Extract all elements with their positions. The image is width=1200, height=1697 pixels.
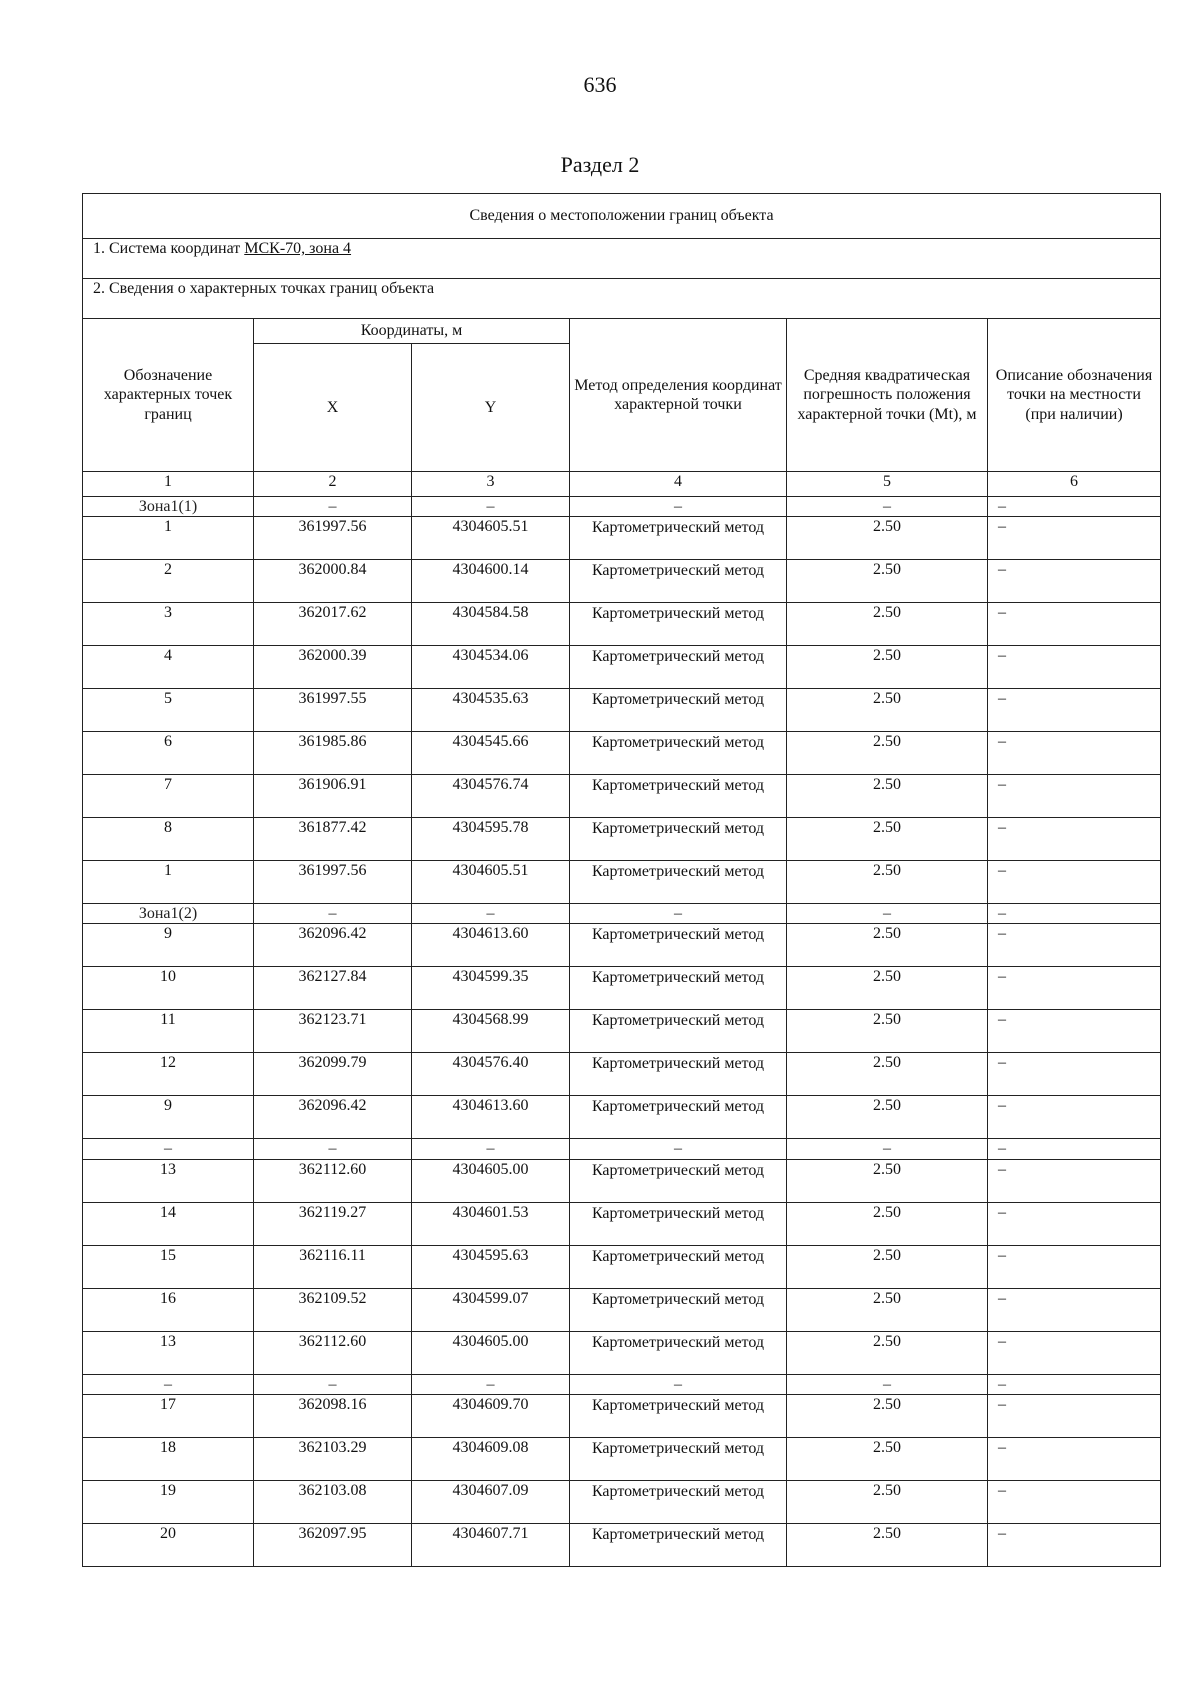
point-x: 361906.91 [254,775,412,818]
point-id: 4 [83,646,254,689]
point-id: 10 [83,967,254,1010]
point-description: – [988,1096,1161,1139]
zone-dash: – [787,497,988,517]
point-y: 4304600.14 [412,560,570,603]
point-x: 361997.56 [254,861,412,904]
table-row [83,1437,1161,1480]
point-method: Картометрический метод [570,1331,787,1374]
point-id: 12 [83,1053,254,1096]
point-description: – [988,1010,1161,1053]
point-x: 362112.60 [254,1159,412,1202]
point-id: 6 [83,732,254,775]
point-description: – [988,1331,1161,1374]
zone-dash: – [254,1139,412,1159]
point-id: 9 [83,924,254,967]
point-id: 3 [83,603,254,646]
point-description: – [988,1245,1161,1288]
point-description: – [988,732,1161,775]
point-x: 362123.71 [254,1010,412,1053]
point-error: 2.50 [787,732,988,775]
column-number: 5 [787,472,988,497]
zone-dash: – [570,1374,787,1394]
point-id: 14 [83,1202,254,1245]
point-x: 361877.42 [254,818,412,861]
zone-dash: – [412,1139,570,1159]
zone-dash: – [412,1374,570,1394]
point-description: – [988,818,1161,861]
point-y: 4304607.09 [412,1480,570,1523]
point-error: 2.50 [787,1096,988,1139]
point-x: 361997.56 [254,517,412,560]
point-error: 2.50 [787,1202,988,1245]
zone-row [83,497,1161,517]
point-error: 2.50 [787,1523,988,1566]
point-id: 17 [83,1394,254,1437]
point-y: 4304609.08 [412,1437,570,1480]
zone-dash: – [570,497,787,517]
point-y: 4304584.58 [412,603,570,646]
point-method: Картометрический метод [570,1437,787,1480]
point-method: Картометрический метод [570,1096,787,1139]
point-method: Картометрический метод [570,1288,787,1331]
point-y: 4304535.63 [412,689,570,732]
point-method: Картометрический метод [570,967,787,1010]
point-x: 361997.55 [254,689,412,732]
point-description: – [988,1437,1161,1480]
table-row [83,775,1161,818]
point-x: 362096.42 [254,1096,412,1139]
zone-dash: – [988,497,1161,517]
point-method: Картометрический метод [570,924,787,967]
point-method: Картометрический метод [570,1523,787,1566]
point-description: – [988,1159,1161,1202]
point-method: Картометрический метод [570,517,787,560]
point-x: 362119.27 [254,1202,412,1245]
point-y: 4304605.00 [412,1331,570,1374]
col-x-header: X [254,344,412,472]
point-method: Картометрический метод [570,689,787,732]
zone-label: – [83,1374,254,1394]
point-y: 4304595.78 [412,818,570,861]
point-y: 4304601.53 [412,1202,570,1245]
point-error: 2.50 [787,1480,988,1523]
table-row [83,967,1161,1010]
coordinate-system-value: МСК-70, зона 4 [244,240,352,257]
point-description: – [988,775,1161,818]
point-x: 362098.16 [254,1394,412,1437]
point-x: 362103.29 [254,1437,412,1480]
point-x: 362112.60 [254,1331,412,1374]
point-description: – [988,967,1161,1010]
point-id: 11 [83,1010,254,1053]
point-x: 362096.42 [254,924,412,967]
coordinate-system [83,239,1161,279]
table-row [83,818,1161,861]
table-row [83,1394,1161,1437]
point-error: 2.50 [787,1159,988,1202]
point-y: 4304607.71 [412,1523,570,1566]
point-y: 4304605.51 [412,517,570,560]
point-id: 2 [83,560,254,603]
point-method: Картометрический метод [570,732,787,775]
point-error: 2.50 [787,1331,988,1374]
point-method: Картометрический метод [570,560,787,603]
point-error: 2.50 [787,646,988,689]
point-method: Картометрический метод [570,1159,787,1202]
point-x: 362109.52 [254,1288,412,1331]
point-error: 2.50 [787,517,988,560]
table-row [83,732,1161,775]
table-row [83,1480,1161,1523]
point-method: Картометрический метод [570,1245,787,1288]
point-error: 2.50 [787,1437,988,1480]
point-error: 2.50 [787,775,988,818]
point-id: 9 [83,1096,254,1139]
column-number: 3 [412,472,570,497]
point-y: 4304534.06 [412,646,570,689]
point-x: 362017.62 [254,603,412,646]
point-id: 19 [83,1480,254,1523]
point-y: 4304613.60 [412,924,570,967]
point-method: Картометрический метод [570,1480,787,1523]
col-y-header: Y [412,344,570,472]
table-row [83,1096,1161,1139]
col-method-header: Метод определения координат характерной точки [570,319,787,472]
zone-dash: – [412,904,570,924]
zone-dash: – [254,497,412,517]
point-y: 4304613.60 [412,1096,570,1139]
point-description: – [988,689,1161,732]
point-error: 2.50 [787,967,988,1010]
point-y: 4304568.99 [412,1010,570,1053]
table-row [83,1053,1161,1096]
zone-dash: – [570,1139,787,1159]
point-y: 4304545.66 [412,732,570,775]
point-error: 2.50 [787,1245,988,1288]
table-row [83,861,1161,904]
table-row [83,1159,1161,1202]
column-number: 2 [254,472,412,497]
point-method: Картометрический метод [570,646,787,689]
col-coordinates-header: Координаты, м [254,319,570,344]
zone-row [83,1374,1161,1394]
zone-dash: – [254,1374,412,1394]
table-header: Сведения о местоположении границ объекта [83,194,1161,239]
point-y: 4304576.74 [412,775,570,818]
zone-dash: – [254,904,412,924]
point-x: 362000.84 [254,560,412,603]
point-id: 13 [83,1331,254,1374]
point-error: 2.50 [787,924,988,967]
zone-dash: – [787,1374,988,1394]
point-description: – [988,646,1161,689]
point-id: 7 [83,775,254,818]
zone-label: Зона1(2) [83,904,254,924]
point-x: 362097.95 [254,1523,412,1566]
zone-dash: – [988,904,1161,924]
point-description: – [988,924,1161,967]
point-x: 362099.79 [254,1053,412,1096]
point-x: 362000.39 [254,646,412,689]
point-x: 361985.86 [254,732,412,775]
point-description: – [988,1053,1161,1096]
point-y: 4304609.70 [412,1394,570,1437]
point-description: – [988,1202,1161,1245]
zone-label: – [83,1139,254,1159]
point-method: Картометрический метод [570,1053,787,1096]
point-x: 362103.08 [254,1480,412,1523]
table-row [83,517,1161,560]
col-error-header: Средняя квадратическая погрешность положения характерной точки (Mt), м [787,319,988,472]
table-row [83,1245,1161,1288]
section-title: Раздел 2 [560,152,640,177]
table-row [83,1331,1161,1374]
column-number: 4 [570,472,787,497]
point-method: Картометрический метод [570,1394,787,1437]
zone-dash: – [787,904,988,924]
table-row [83,924,1161,967]
point-error: 2.50 [787,603,988,646]
zone-label: Зона1(1) [83,497,254,517]
point-error: 2.50 [787,1010,988,1053]
point-y: 4304595.63 [412,1245,570,1288]
point-x: 362116.11 [254,1245,412,1288]
point-method: Картометрический метод [570,861,787,904]
table-row [83,646,1161,689]
table-row [83,689,1161,732]
point-id: 18 [83,1437,254,1480]
point-error: 2.50 [787,1053,988,1096]
coordinate-system-label: 1. Система координат [93,240,245,257]
table-row [83,1010,1161,1053]
table-row [83,560,1161,603]
point-error: 2.50 [787,560,988,603]
point-id: 1 [83,517,254,560]
column-number: 1 [83,472,254,497]
zone-row [83,904,1161,924]
point-id: 16 [83,1288,254,1331]
table-row [83,603,1161,646]
boundary-table [82,193,1161,1567]
point-description: – [988,560,1161,603]
column-numbers-row [83,472,1161,497]
point-y: 4304599.07 [412,1288,570,1331]
point-y: 4304605.51 [412,861,570,904]
col-designation-header: Обозначение характерных точек границ [83,319,254,472]
point-method: Картометрический метод [570,775,787,818]
point-y: 4304599.35 [412,967,570,1010]
zone-dash: – [570,904,787,924]
zone-dash: – [787,1139,988,1159]
column-number: 6 [988,472,1161,497]
col-description-header: Описание обозначения точки на местности (при наличии) [988,319,1161,472]
point-description: – [988,861,1161,904]
point-error: 2.50 [787,1394,988,1437]
point-description: – [988,1394,1161,1437]
point-method: Картометрический метод [570,603,787,646]
point-error: 2.50 [787,1288,988,1331]
point-description: – [988,1523,1161,1566]
table-row [83,1523,1161,1566]
point-id: 13 [83,1159,254,1202]
page-number: 636 [583,72,617,97]
point-method: Картометрический метод [570,1010,787,1053]
point-id: 5 [83,689,254,732]
zone-dash: – [988,1374,1161,1394]
points-info: 2. Сведения о характерных точках границ объекта [83,279,1161,319]
point-error: 2.50 [787,818,988,861]
zone-dash: – [988,1139,1161,1159]
table-row [83,1288,1161,1331]
point-id: 1 [83,861,254,904]
point-method: Картометрический метод [570,1202,787,1245]
point-y: 4304605.00 [412,1159,570,1202]
point-description: – [988,1288,1161,1331]
point-y: 4304576.40 [412,1053,570,1096]
point-description: – [988,603,1161,646]
point-id: 20 [83,1523,254,1566]
point-description: – [988,517,1161,560]
point-x: 362127.84 [254,967,412,1010]
zone-row [83,1139,1161,1159]
table-row [83,1202,1161,1245]
point-id: 15 [83,1245,254,1288]
point-error: 2.50 [787,689,988,732]
point-method: Картометрический метод [570,818,787,861]
zone-dash: – [412,497,570,517]
point-id: 8 [83,818,254,861]
point-description: – [988,1480,1161,1523]
point-error: 2.50 [787,861,988,904]
